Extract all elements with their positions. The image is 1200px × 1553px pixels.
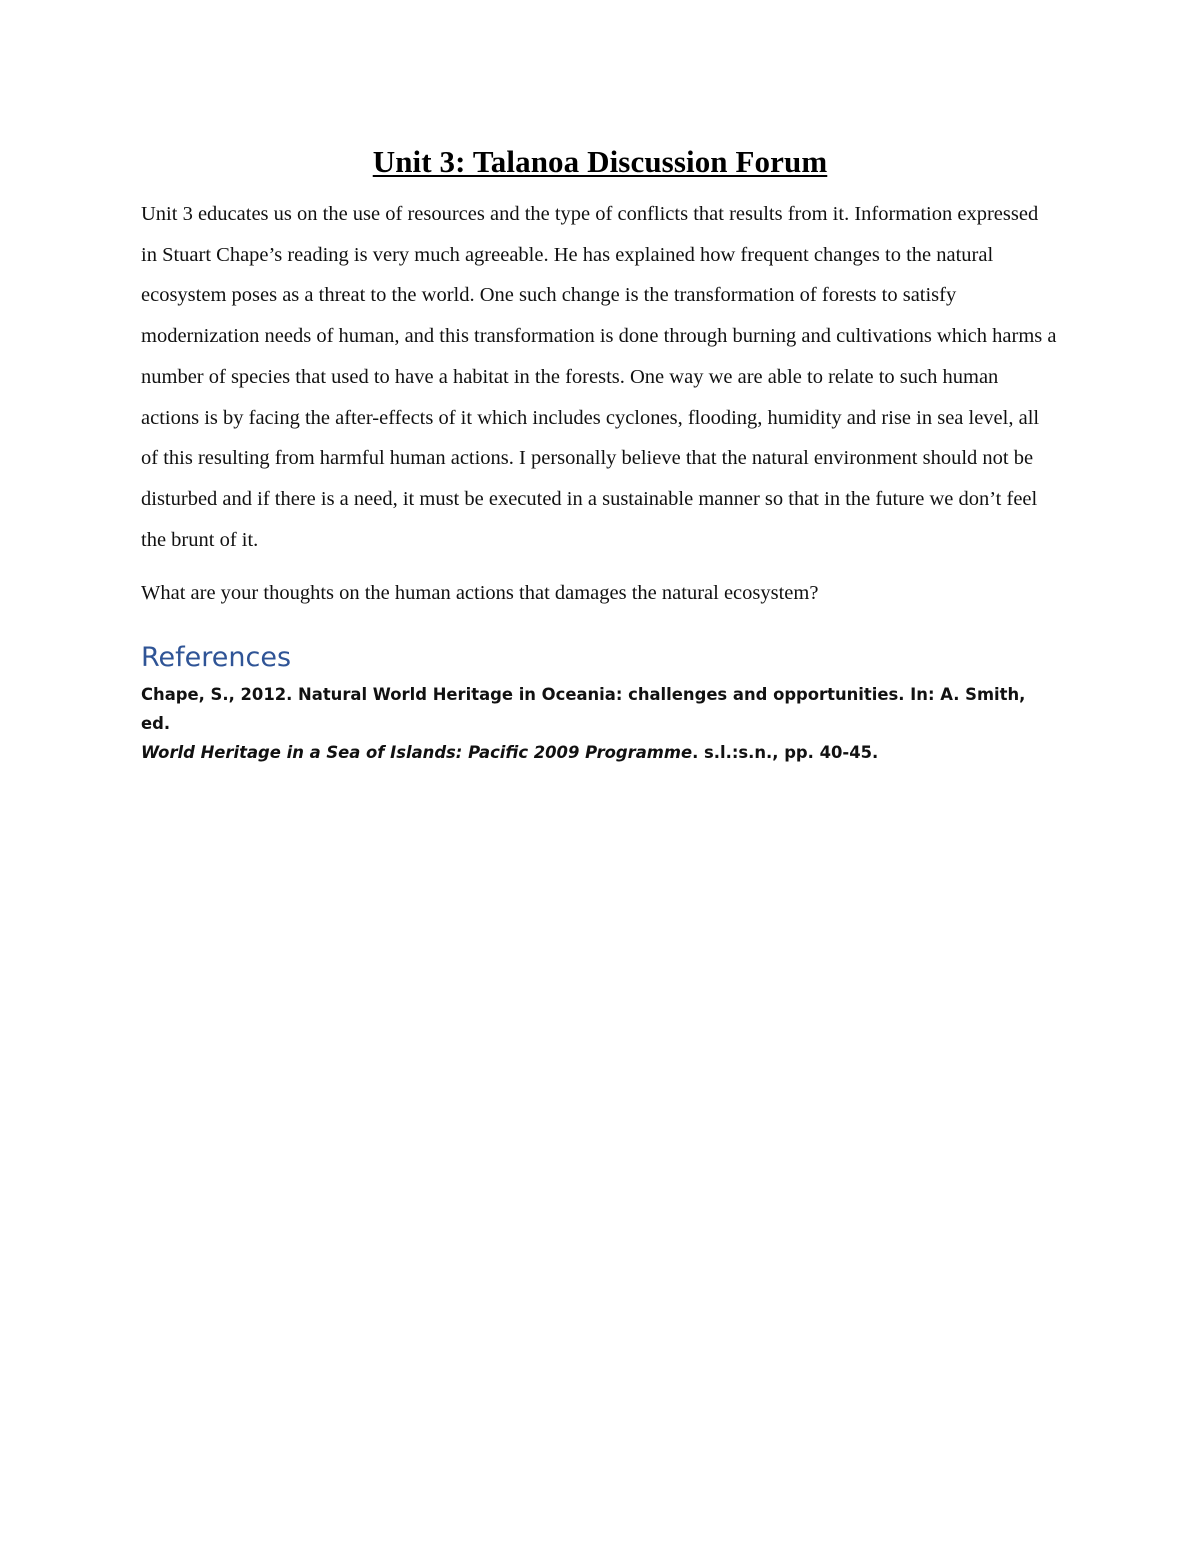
document-title: Unit 3: Talanoa Discussion Forum bbox=[372, 144, 828, 179]
reference-lead: Chape, S., 2012. Natural World Heritage in Oceania: challenges and opportunities. In: A. Smith, ed. bbox=[141, 685, 1026, 734]
reference-entry bbox=[141, 680, 1059, 767]
reference-tail: . s.l.:s.n., pp. 40-45. bbox=[692, 743, 879, 763]
document-body bbox=[141, 140, 1059, 767]
paragraph-intro: Unit 3 educates us on the use of resources and the type of conflicts that results from it. Information expressed in Stuart Chape’s reading is very much agreeable. He has explained how frequent changes to the natural ecosystem poses as a threat to the world. One such change is the transformation of forests to satisfy modernization needs of human, and this transformation is done through burning and cultivations which harms a number of species that used to have a habitat in the forests. One way we are able to relate to such human actions is by facing the after-effects of it which includes cyclones, flooding, humidity and rise in sea level, all of this resulting from harmful human actions. I personally believe that the natural environment should not be disturbed and if there is a need, it must be executed in a sustainable manner so that in the future we don’t feel the brunt of it. bbox=[141, 203, 1057, 551]
paragraph-question: What are your thoughts on the human actions that damages the natural ecosystem? bbox=[141, 582, 819, 605]
references-heading: References bbox=[141, 642, 292, 674]
reference-book-title: World Heritage in a Sea of Islands: Pacific 2009 Programme bbox=[141, 743, 693, 763]
